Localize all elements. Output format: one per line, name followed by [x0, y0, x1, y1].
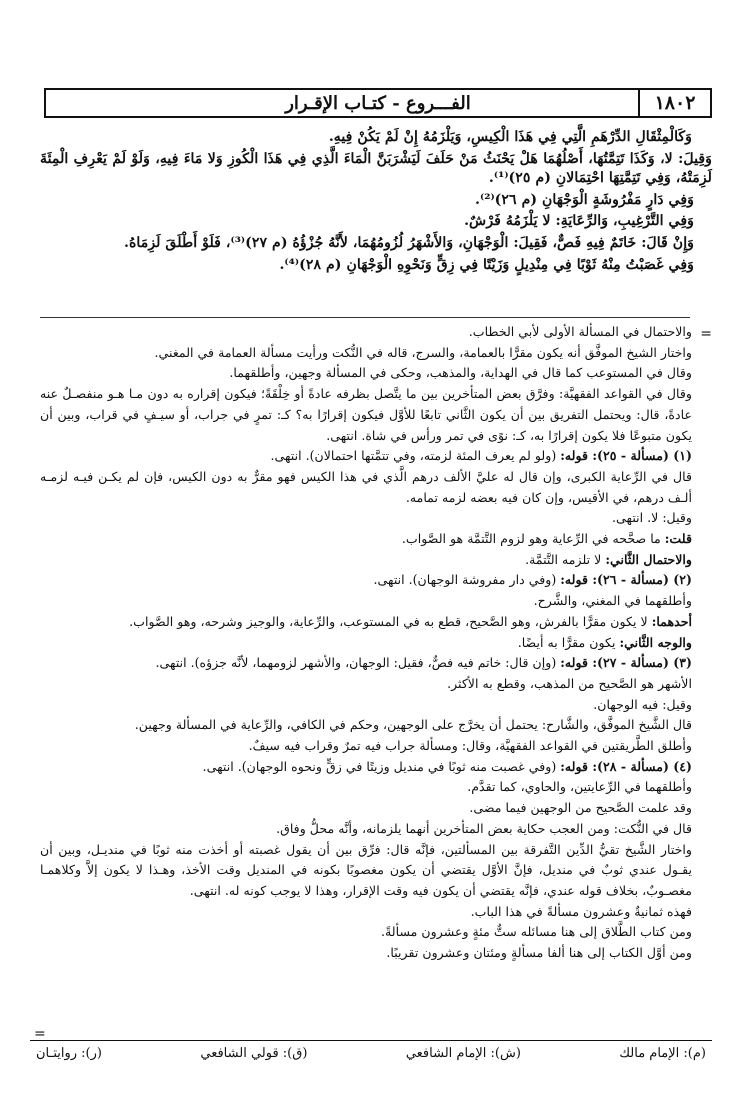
footnote-text: وقيل: لا. انتهى.	[612, 510, 692, 526]
main-paragraph: وَإِنْ قَالَ: خَاتَمٌ فِيهِ فَصٌّ، فَقِيلَ: الْوَجْهَانِ، وَالأَشْهَرُ لُزُومُهُمَا، لأَنَّهُ جُزْؤُهُ (م ٢٧)⁽³⁾، فَلَوْ أَطْلَقَ لَزِمَاهُ.	[124, 234, 694, 251]
footnote-text: ومن كتاب الطَّلاق إلى هنا مسائله ستٌّ مئةٍ وعشرون مسألةً.	[381, 924, 692, 940]
page-number: ١٨٠٢	[638, 90, 710, 116]
page-header	[44, 88, 712, 118]
footnote-text: وقال في المستوعب كما قال في الهداية، والمذهب، وحكى في المسألة وجهين، وأطلقهما.	[229, 365, 692, 381]
main-paragraph: وَفِي التَّرْغِيبِ، وَالرِّعَايَةِ: لا يَلْزَمُهُ فَرْشٌ.	[464, 213, 694, 230]
footnote-paragraph	[40, 819, 712, 840]
footnote-paragraph	[40, 508, 712, 529]
footnote-lead: (٤) (مسألة - ٢٨): قوله:	[560, 758, 692, 774]
footnote-text: وقال في القواعد الفقهيَّة: وفرَّق بعض المتأخرين بين ما يتَّصل بظرفه عادةً أو خِلْقَةً؛ فيكون إقراره به دون مـا هـو منفصـلٌ عنه عادةً، قال: ويحتمل التفريق بين أن يكون الثَّاني تابعًا للأوَّل فيكون إقرارًا به؟ كـ: تمرٍ في جراب، أو سيـفٍ في قراب، وبين أن يكون متبوعًا فلا يكون إقرارًا به، كـ: نوًى في تمر ورأس في شاة. انتهى.	[40, 386, 692, 443]
main-paragraph: وَكَالْمِثْقَالِ الدِّرْهَمِ الَّتِي فِي هَذَا الْكِيسِ، وَيَلْزَمُهُ إِنْ لَمْ يَكُنْ فِيهِ.	[328, 129, 692, 145]
main-paragraph: وَفِي غَصَبْتُ مِنْهُ ثَوْبًا فِي مِنْدِيلٍ وَزَيْتًا فِي زِقٍّ وَنَحْوِهِ الْوَجْهَانِ (م ٢٨)⁽⁴⁾.	[279, 256, 694, 273]
footnote-paragraph	[40, 757, 712, 778]
footnote-paragraph	[40, 363, 712, 384]
footnote-paragraph	[40, 736, 712, 757]
footnote-text: وأطلقهما في الرِّعايتين، والحاوي، كما تقدَّم.	[467, 779, 692, 795]
footnote-text: واختار الشَّيخ تقيُّ الدِّين التَّفرقة بين المسألتين، فإنَّه قال: فرِّق بين أن يقول غصبته أو أخذت منه ثوبًا في منديـل، وبين أن يقـول عندي ثوبٌ في منديل، فإنَّ الأوَّل يقتضي أن يكون مغصوبًا بكونه في المنديل وقت الأخذ، وهـذا لا يكون إلاَّ وكلاهمـا مغصـوبٌ، بخلاف قوله عندي، فإنَّه يقتضي أن يكون فيه وقت الإقرار، وهذا لا يوجب كونه له. انتهى.	[40, 841, 692, 898]
footnote-lead: (٣) (مسألة - ٢٧): قوله:	[560, 655, 692, 671]
footnote-text: واختار الشيخ الموفَّق أنه يكون مقرًّا بالعمامة، والسرج، قاله في النُّكت ورأيت مسألة العمامة في المغني.	[154, 344, 692, 360]
footnote-paragraph	[40, 322, 712, 343]
footnote-paragraph	[40, 550, 712, 571]
footnote-paragraph	[40, 715, 712, 736]
footnote-paragraph	[40, 777, 712, 798]
footnote-text: لا تلزمه التَّتمَّة.	[525, 551, 606, 567]
footnote-text: ومن أوَّل الكتاب إلى هنا ألفا مسألةٍ ومئتان وعشرون تقريبًا.	[386, 945, 692, 961]
footnote-text: يكون مقرًّا به أيضًا.	[517, 634, 620, 650]
main-paragraph: وَقِيلَ: لا، وَكَذَا تَتِمَّتُهَا، أَصْلُهُمَا هَلْ يَحْنَثُ مَنْ حَلَفَ لَيَشْرَبَنَّ الْمَاءَ الَّذِي فِي هَذَا الْكُوزِ وَلا مَاءَ فِيهِ، وَلَوْ لَمْ يَعْرِفِ الْمِئَةَ لَزِمَتْهُ، وَفِي تَتِمَّتِهَا احْتِمَالانِ (م ٢٥)⁽¹⁾.	[40, 150, 712, 187]
main-paragraph: وَفِي دَارٍ مَفْرُوشَةٍ الْوَجْهَانِ (م ٢٦)⁽²⁾.	[475, 191, 694, 208]
main-text	[40, 128, 712, 277]
footnote-text: الأشهر هو الصَّحيح من المذهب، وقطع به الأكثر.	[447, 675, 692, 691]
footnote-paragraph	[40, 446, 712, 467]
footnote-paragraph	[40, 570, 712, 591]
footnote-paragraph	[40, 902, 712, 923]
footnote-text: والاحتمال في المسألة الأولى لأبي الخطاب.	[468, 324, 692, 339]
footnote-text: وأطلق الطَّريقتين في القواعد الفقهيَّة، وقال: ومسألة جراب فيه تمرٌ وقراب فيه سيفٌ.	[248, 738, 692, 754]
page-footer	[30, 1040, 712, 1066]
footnote-lead: (١) (مسألة - ٢٥): قوله:	[560, 448, 692, 464]
footnote-paragraph	[40, 695, 712, 716]
footnote-mark: =	[34, 1026, 46, 1042]
footer-legend-r: (ر): روايتـان	[36, 1046, 102, 1061]
footnote-text: ما صحَّحه في الرِّعاية وهو لزوم التَّتمَّة هو الصَّواب.	[401, 531, 665, 547]
footnote-text: قال الشَّيخ الموفَّق، والشَّارح: يحتمل أن يخرَّج على الوجهين، وحكم في الكافي، والرِّعاية في المسألة وجهين.	[134, 717, 692, 733]
footnote-paragraph	[40, 943, 712, 964]
footnote-paragraph	[40, 591, 712, 612]
footnote-text: (ولو لم يعرف المئة لزمته، وفي تتمَّتها احتمالان). انتهى.	[270, 448, 561, 464]
footer-legend-m: (م): الإمام مالك	[619, 1046, 706, 1061]
footnote-paragraph	[40, 633, 712, 654]
footnote-paragraph	[40, 922, 712, 943]
footnotes	[34, 322, 712, 1042]
footnote-separator	[40, 317, 690, 318]
footnote-lead: والوجه الثَّاني:	[619, 634, 692, 650]
footnote-text: (وفي غصبت منه ثوبًا في منديل وزيتًا في زقٍّ ونحوه الوجهان). انتهى.	[202, 758, 561, 774]
footnote-paragraph	[40, 798, 712, 819]
footer-legend-sh: (ش): الإمام الشافعي	[405, 1046, 521, 1061]
footnote-paragraph	[40, 343, 712, 364]
footnote-text: قال في الرِّعاية الكبرى، وإن قال له عليَّ الألف درهم الَّذي في هذا الكيس فهو مقرٌّ به دون الكيس، فإن لم يكـن فيـه لزمـه ألـف درهم، في الأقيس، وإن كان فيه بعضه لزمه تمامه.	[40, 468, 692, 505]
footer-legend-q: (ق): قولي الشافعي	[200, 1046, 308, 1061]
footnote-paragraph	[40, 467, 712, 508]
footnote-mark: =	[700, 326, 712, 342]
page-title: الفـــروع - كتـاب الإقـرار	[285, 92, 471, 114]
footnote-lead: (٢) (مسألة - ٢٦): قوله:	[560, 572, 692, 588]
footnote-text: لا يكون مقرًّا بالفرش، وهو الصَّحيح، قطع به في المستوعب، والرِّعاية، والوجيز وشرحه، وهو الصَّواب.	[129, 613, 652, 629]
footnote-paragraph	[40, 529, 712, 550]
footnote-text: (وإن قال: خاتم فيه فصٌّ، فقيل: الوجهان، والأشهر لزومهما، لأنَّه جزؤه). انتهى.	[155, 655, 561, 671]
footnote-lead: أحدهما:	[651, 613, 692, 629]
footnote-paragraph	[40, 840, 712, 902]
footnote-paragraph	[40, 384, 712, 446]
footnote-lead: قلت:	[664, 531, 692, 547]
footnote-text: وأطلقهما في المغني، والشَّرح.	[533, 593, 692, 609]
footnote-paragraph	[40, 674, 712, 695]
footnote-text: وقد علمت الصَّحيح من الوجهين فيما مضى.	[469, 800, 692, 816]
footnote-text: وقيل: فيه الوجهان.	[593, 696, 692, 712]
footnote-text: فهذه ثمانيةٌ وعشرون مسألةً في هذا الباب.	[470, 903, 692, 919]
footnote-text: (وفي دار مفروشة الوجهان). انتهى.	[373, 572, 561, 588]
footnote-paragraph	[40, 612, 712, 633]
footnote-paragraph	[40, 653, 712, 674]
footnote-lead: والاحتمال الثَّاني:	[605, 551, 692, 567]
footnote-text: قال في النُّكت: ومن العجب حكاية بعض المتأخرين أنهما يلزمانه، وأنَّه محلُّ وفاق.	[276, 820, 692, 836]
